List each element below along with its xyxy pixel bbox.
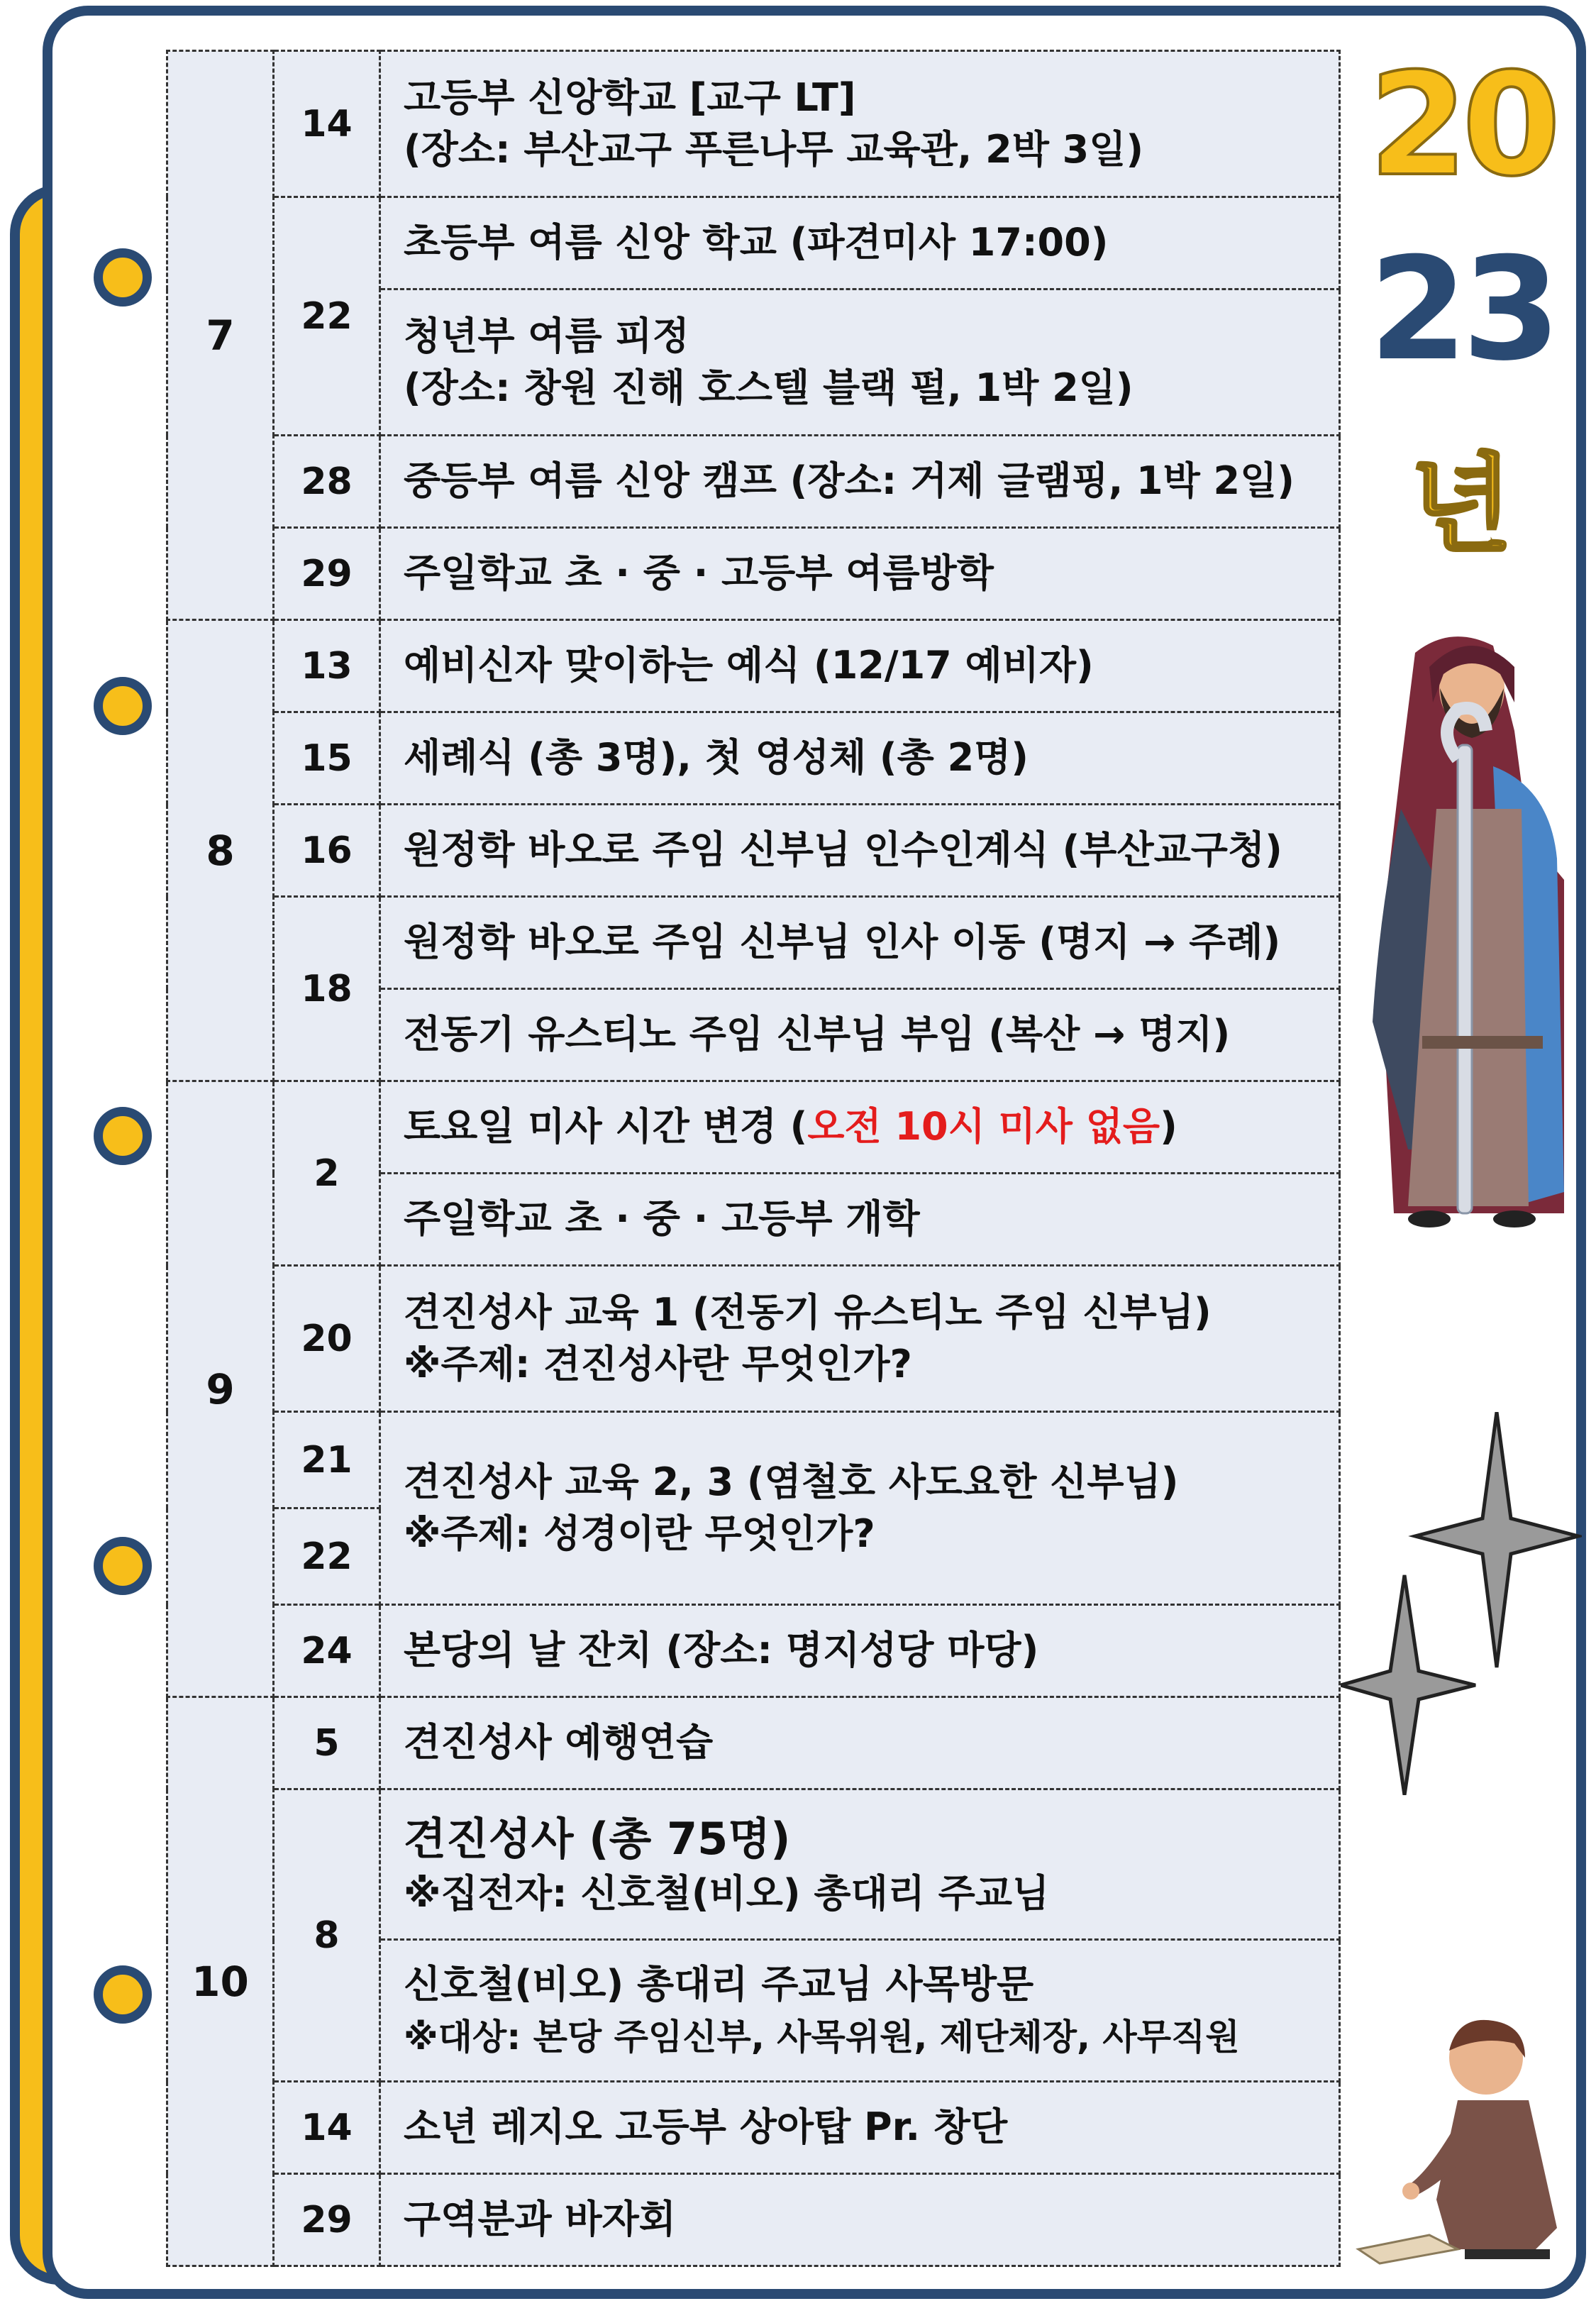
event-cell <box>380 1412 1340 1605</box>
event-title: 구역분과 바자회 <box>404 2197 676 2242</box>
event-title: 고등부 신앙학교 [교구 LT] <box>404 75 856 121</box>
day-cell: 21 <box>274 1412 380 1508</box>
day-cell: 24 <box>274 1605 380 1697</box>
year-suffix: 년 <box>1409 443 1513 567</box>
day-cell: 8 <box>274 1789 380 2082</box>
event-cell <box>380 289 1340 436</box>
event-cell <box>380 528 1340 620</box>
month-cell: 9 <box>167 1081 274 1697</box>
binder-ring <box>94 1107 152 1165</box>
event-detail: (장소: 부산교구 푸른나무 교육관, 2박 3일) <box>404 126 1144 172</box>
saint-figure-illustration <box>1351 624 1578 1235</box>
kneeling-child-illustration <box>1351 2015 1578 2271</box>
event-title: 주일학교 초 · 중 · 고등부 여름방학 <box>404 551 994 596</box>
event-cell <box>380 1081 1340 1174</box>
event-title: 본당의 날 잔치 (장소: 명지성당 마당) <box>404 1628 1039 1673</box>
event-title: 견진성사 예행연습 <box>404 1720 714 1765</box>
month-cell: 7 <box>167 51 274 620</box>
event-title: 청년부 여름 피정 <box>404 314 689 359</box>
event-title: 원정학 바오로 주임 신부님 인사 이동 (명지 → 주례) <box>404 920 1281 965</box>
event-cell <box>380 620 1340 712</box>
event-title: 소년 레지오 고등부 상아탑 Pr. 창단 <box>404 2104 1008 2150</box>
day-cell: 2 <box>274 1081 380 1266</box>
binder-ring <box>94 1965 152 2024</box>
day-cell: 29 <box>274 528 380 620</box>
event-title: 예비신자 맞이하는 예식 (12/17 예비자) <box>404 643 1094 688</box>
event-title: 토요일 미사 시간 변경 ( <box>404 1104 808 1149</box>
day-cell: 16 <box>274 805 380 897</box>
day-cell: 15 <box>274 712 380 805</box>
day-cell: 20 <box>274 1266 380 1412</box>
schedule-table <box>166 50 1341 2263</box>
event-cell <box>380 1605 1340 1697</box>
day-cell: 14 <box>274 51 380 197</box>
event-title: 중등부 여름 신앙 캠프 (장소: 거제 글램핑, 1박 2일) <box>404 458 1295 504</box>
year-second-half: 23 <box>1369 227 1556 392</box>
event-detail: ※대상: 본당 주임신부, 사목위원, 제단체장, 사무직원 <box>404 2016 1240 2058</box>
event-cell <box>380 1940 1340 2082</box>
day-cell: 28 <box>274 436 380 528</box>
day-cell: 22 <box>274 1508 380 1605</box>
event-cell <box>380 1266 1340 1412</box>
event-title: 견진성사 교육 2, 3 (염철호 사도요한 신부님) <box>404 1460 1179 1505</box>
event-cell <box>380 897 1340 989</box>
month-cell: 8 <box>167 620 274 1081</box>
event-title: 세례식 (총 3명), 첫 영성체 (총 2명) <box>404 735 1029 780</box>
event-cell <box>380 1697 1340 1789</box>
event-cell <box>380 1789 1340 1940</box>
event-detail: ※주제: 견진성사란 무엇인가? <box>404 1341 912 1386</box>
event-cell <box>380 436 1340 528</box>
event-detail: ※주제: 성경이란 무엇인가? <box>404 1511 875 1556</box>
event-cell <box>380 989 1340 1081</box>
event-title: 원정학 바오로 주임 신부님 인수인계식 (부산교구청) <box>404 827 1282 873</box>
month-cell: 10 <box>167 1697 274 2266</box>
event-cell <box>380 712 1340 805</box>
event-title: 전동기 유스티노 주임 신부님 부임 (복산 → 명지) <box>404 1012 1231 1057</box>
cancelled-mass-notice: 오전 10시 미사 없음 <box>807 1104 1160 1149</box>
event-cell <box>380 805 1340 897</box>
event-title: 초등부 여름 신앙 학교 (파견미사 17:00) <box>404 220 1109 265</box>
event-cell <box>380 2082 1340 2174</box>
binder-ring <box>94 1537 152 1595</box>
event-detail: (장소: 창원 진해 호스텔 블랙 펄, 1박 2일) <box>404 365 1134 410</box>
event-title: 주일학교 초 · 중 · 고등부 개학 <box>404 1196 920 1242</box>
event-cell <box>380 2174 1340 2266</box>
day-cell: 5 <box>274 1697 380 1789</box>
day-cell: 29 <box>274 2174 380 2266</box>
event-detail: ※집전자: 신호철(비오) 총대리 주교님 <box>404 1870 1050 1916</box>
event-title-end: ) <box>1160 1104 1177 1149</box>
event-cell <box>380 1174 1340 1266</box>
binder-ring <box>94 677 152 735</box>
day-cell: 13 <box>274 620 380 712</box>
day-cell: 18 <box>274 897 380 1081</box>
year-first-half: 20 <box>1369 43 1556 208</box>
event-cell <box>380 197 1340 289</box>
event-title: 신호철(비오) 총대리 주교님 사목방문 <box>404 1962 1034 2007</box>
event-title: 견진성사 (총 75명) <box>404 1812 791 1865</box>
binder-ring <box>94 248 152 307</box>
event-cell <box>380 51 1340 197</box>
day-cell: 14 <box>274 2082 380 2174</box>
day-cell: 22 <box>274 197 380 436</box>
event-title: 견진성사 교육 1 (전동기 유스티노 주임 신부님) <box>404 1290 1212 1335</box>
sparkle-stars-decoration <box>1341 1412 1582 1795</box>
